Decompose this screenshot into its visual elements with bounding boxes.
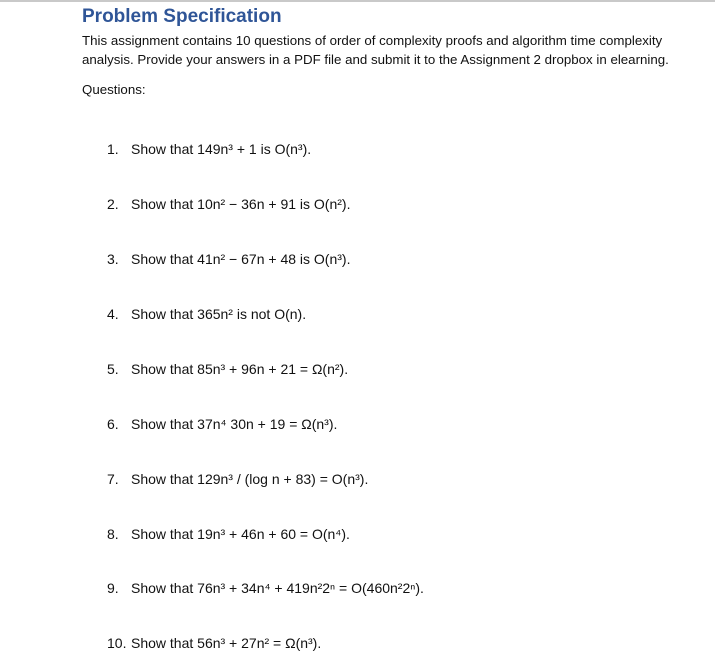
- question-number: 5.: [107, 361, 119, 377]
- question-number: 2.: [107, 196, 119, 212]
- question-item: [107, 471, 368, 487]
- question-number: 8.: [107, 526, 119, 542]
- question-number: 9.: [107, 580, 119, 596]
- question-item: [107, 526, 350, 542]
- question-text: Show that 365n² is not O(n).: [131, 306, 307, 322]
- question-item: [107, 196, 350, 212]
- question-text: Show that 10n² − 36n + 91 is O(n²).: [131, 196, 351, 212]
- top-border: [0, 0, 715, 2]
- intro-text-line-2: analysis. Provide your answers in a PDF file and submit it to the Assignment 2 dropbox in elearning.: [82, 52, 669, 67]
- question-text: Show that 56n³ + 27n² = Ω(n³).: [131, 635, 322, 651]
- question-number: 7.: [107, 471, 119, 487]
- questions-label: Questions:: [82, 82, 146, 97]
- question-number: 6.: [107, 416, 119, 432]
- question-text: Show that 85n³ + 96n + 21 = Ω(n²).: [131, 361, 349, 377]
- question-item: [107, 141, 311, 157]
- question-number: 1.: [107, 141, 119, 157]
- question-text: Show that 129n³ / (log n + 83) = O(n³).: [131, 471, 369, 487]
- question-text: Show that 37n⁴ 30n + 19 = Ω(n³).: [131, 416, 338, 432]
- question-number: 3.: [107, 251, 119, 267]
- question-text: Show that 149n³ + 1 is O(n³).: [131, 141, 312, 157]
- page-title: Problem Specification: [82, 6, 282, 27]
- intro-text-line-1: This assignment contains 10 questions of order of complexity proofs and algorithm time complexity: [82, 33, 663, 48]
- question-number: 4.: [107, 306, 119, 322]
- question-item: [107, 306, 306, 322]
- question-item: [107, 635, 321, 651]
- question-item: [107, 416, 337, 432]
- question-item: [107, 361, 348, 377]
- question-text: Show that 19n³ + 46n + 60 = O(n⁴).: [131, 526, 350, 542]
- question-item: [107, 580, 424, 596]
- question-item: [107, 251, 350, 267]
- question-number: 10.: [107, 635, 127, 651]
- question-text: Show that 76n³ + 34n⁴ + 419n²2ⁿ = O(460n²2ⁿ).: [131, 580, 424, 596]
- question-text: Show that 41n² − 67n + 48 is O(n³).: [131, 251, 351, 267]
